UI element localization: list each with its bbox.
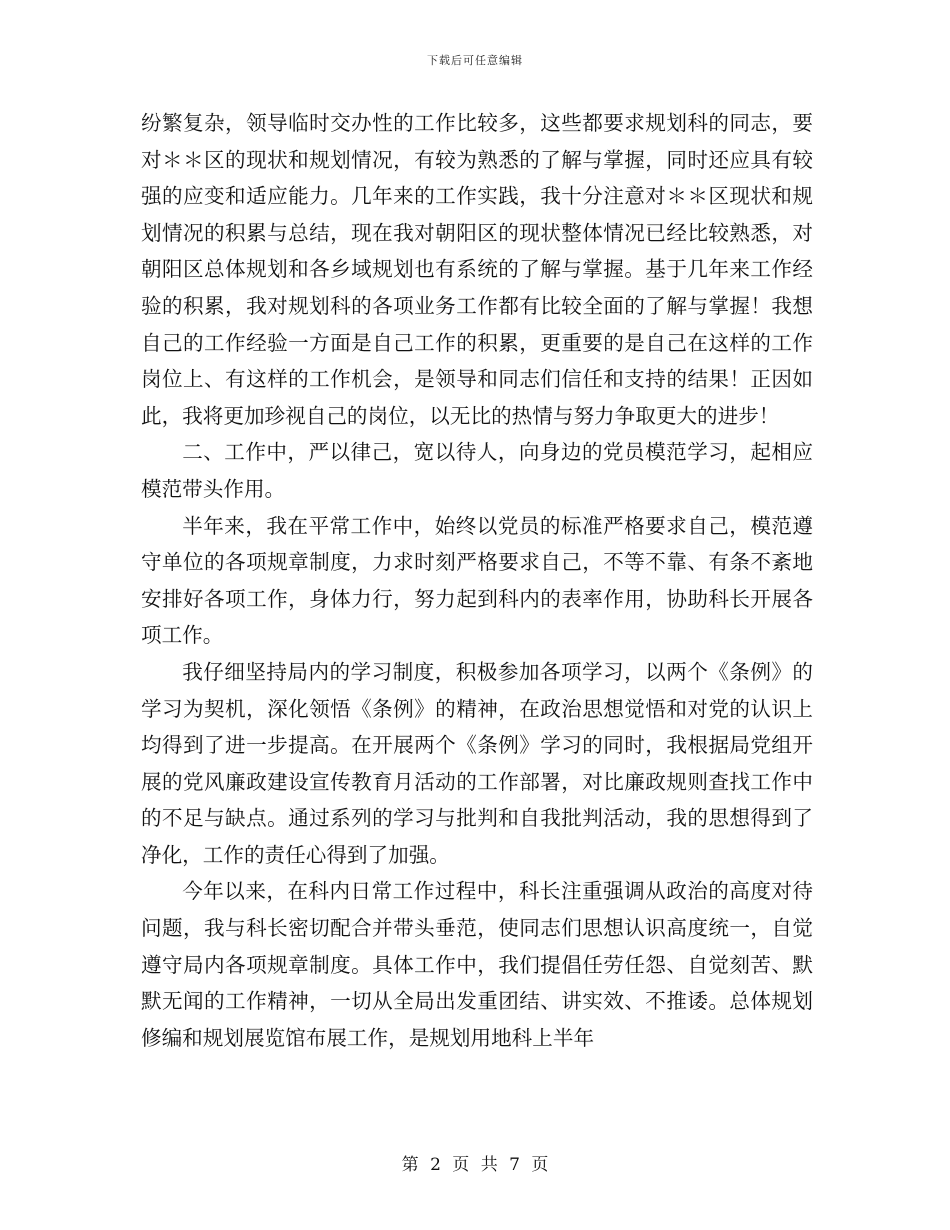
document-body xyxy=(141,105,813,1056)
paragraph-5: 今年以来，在科内日常工作过程中，科长注重强调从政治的高度对待问题，我与科长密切配合并带头垂范，使同志们思想认识高度统一，自觉遵守局内各项规章制度。具体工作中，我们提倡任劳任怨、自觉刻苦、默默无闻的工作精神，一切从全局出发重团结、讲实效、不推诿。总体规划修编和规划展览馆布展工作，是规划用地科上半年 xyxy=(141,879,813,1050)
paragraph-3: 半年来，我在平常工作中，始终以党员的标准严格要求自己，模范遵守单位的各项规章制度，力求时刻严格要求自己，不等不靠、有条不紊地安排好各项工作，身体力行，努力起到科内的表率作用，协助科长开展各项工作。 xyxy=(141,513,813,648)
paragraph-1: 纷繁复杂，领导临时交办性的工作比较多，这些都要求规划科的同志，要对＊＊区的现状和规划情况，有较为熟悉的了解与掌握，同时还应具有较强的应变和适应能力。几年来的工作实践，我十分注意对＊＊区现状和规划情况的积累与总结，现在我对朝阳区的现状整体情况已经比较熟悉，对朝阳区总体规划和各乡域规划也有系统的了解与掌握。基于几年来工作经验的积累，我对规划科的各项业务工作都有比较全面的了解与掌握！我想自己的工作经验一方面是自己工作的积累，更重要的是自己在这样的工作岗位上、有这样的工作机会，是领导和同志们信任和支持的结果！正因如此，我将更加珍视自己的岗位，以无比的热情与努力争取更大的进步！ xyxy=(141,111,813,428)
page-number-footer: 第 2 页 共 7 页 xyxy=(401,1155,549,1175)
paragraph-2: 二、工作中，严以律己，宽以待人，向身边的党员模范学习，起相应模范带头作用。 xyxy=(141,440,813,501)
page-header: 下载后可任意编辑 xyxy=(427,54,523,67)
paragraph-4: 我仔细坚持局内的学习制度，积极参加各项学习，以两个《条例》的学习为契机，深化领悟《条例》的精神，在政治思想觉悟和对党的认识上均得到了进一步提高。在开展两个《条例》学习的同时，我根据局党组开展的党风廉政建设宣传教育月活动的工作部署，对比廉政规则查找工作中的不足与缺点。通过系列的学习与批判和自我批判活动，我的思想得到了净化，工作的责任心得到了加强。 xyxy=(141,659,813,867)
